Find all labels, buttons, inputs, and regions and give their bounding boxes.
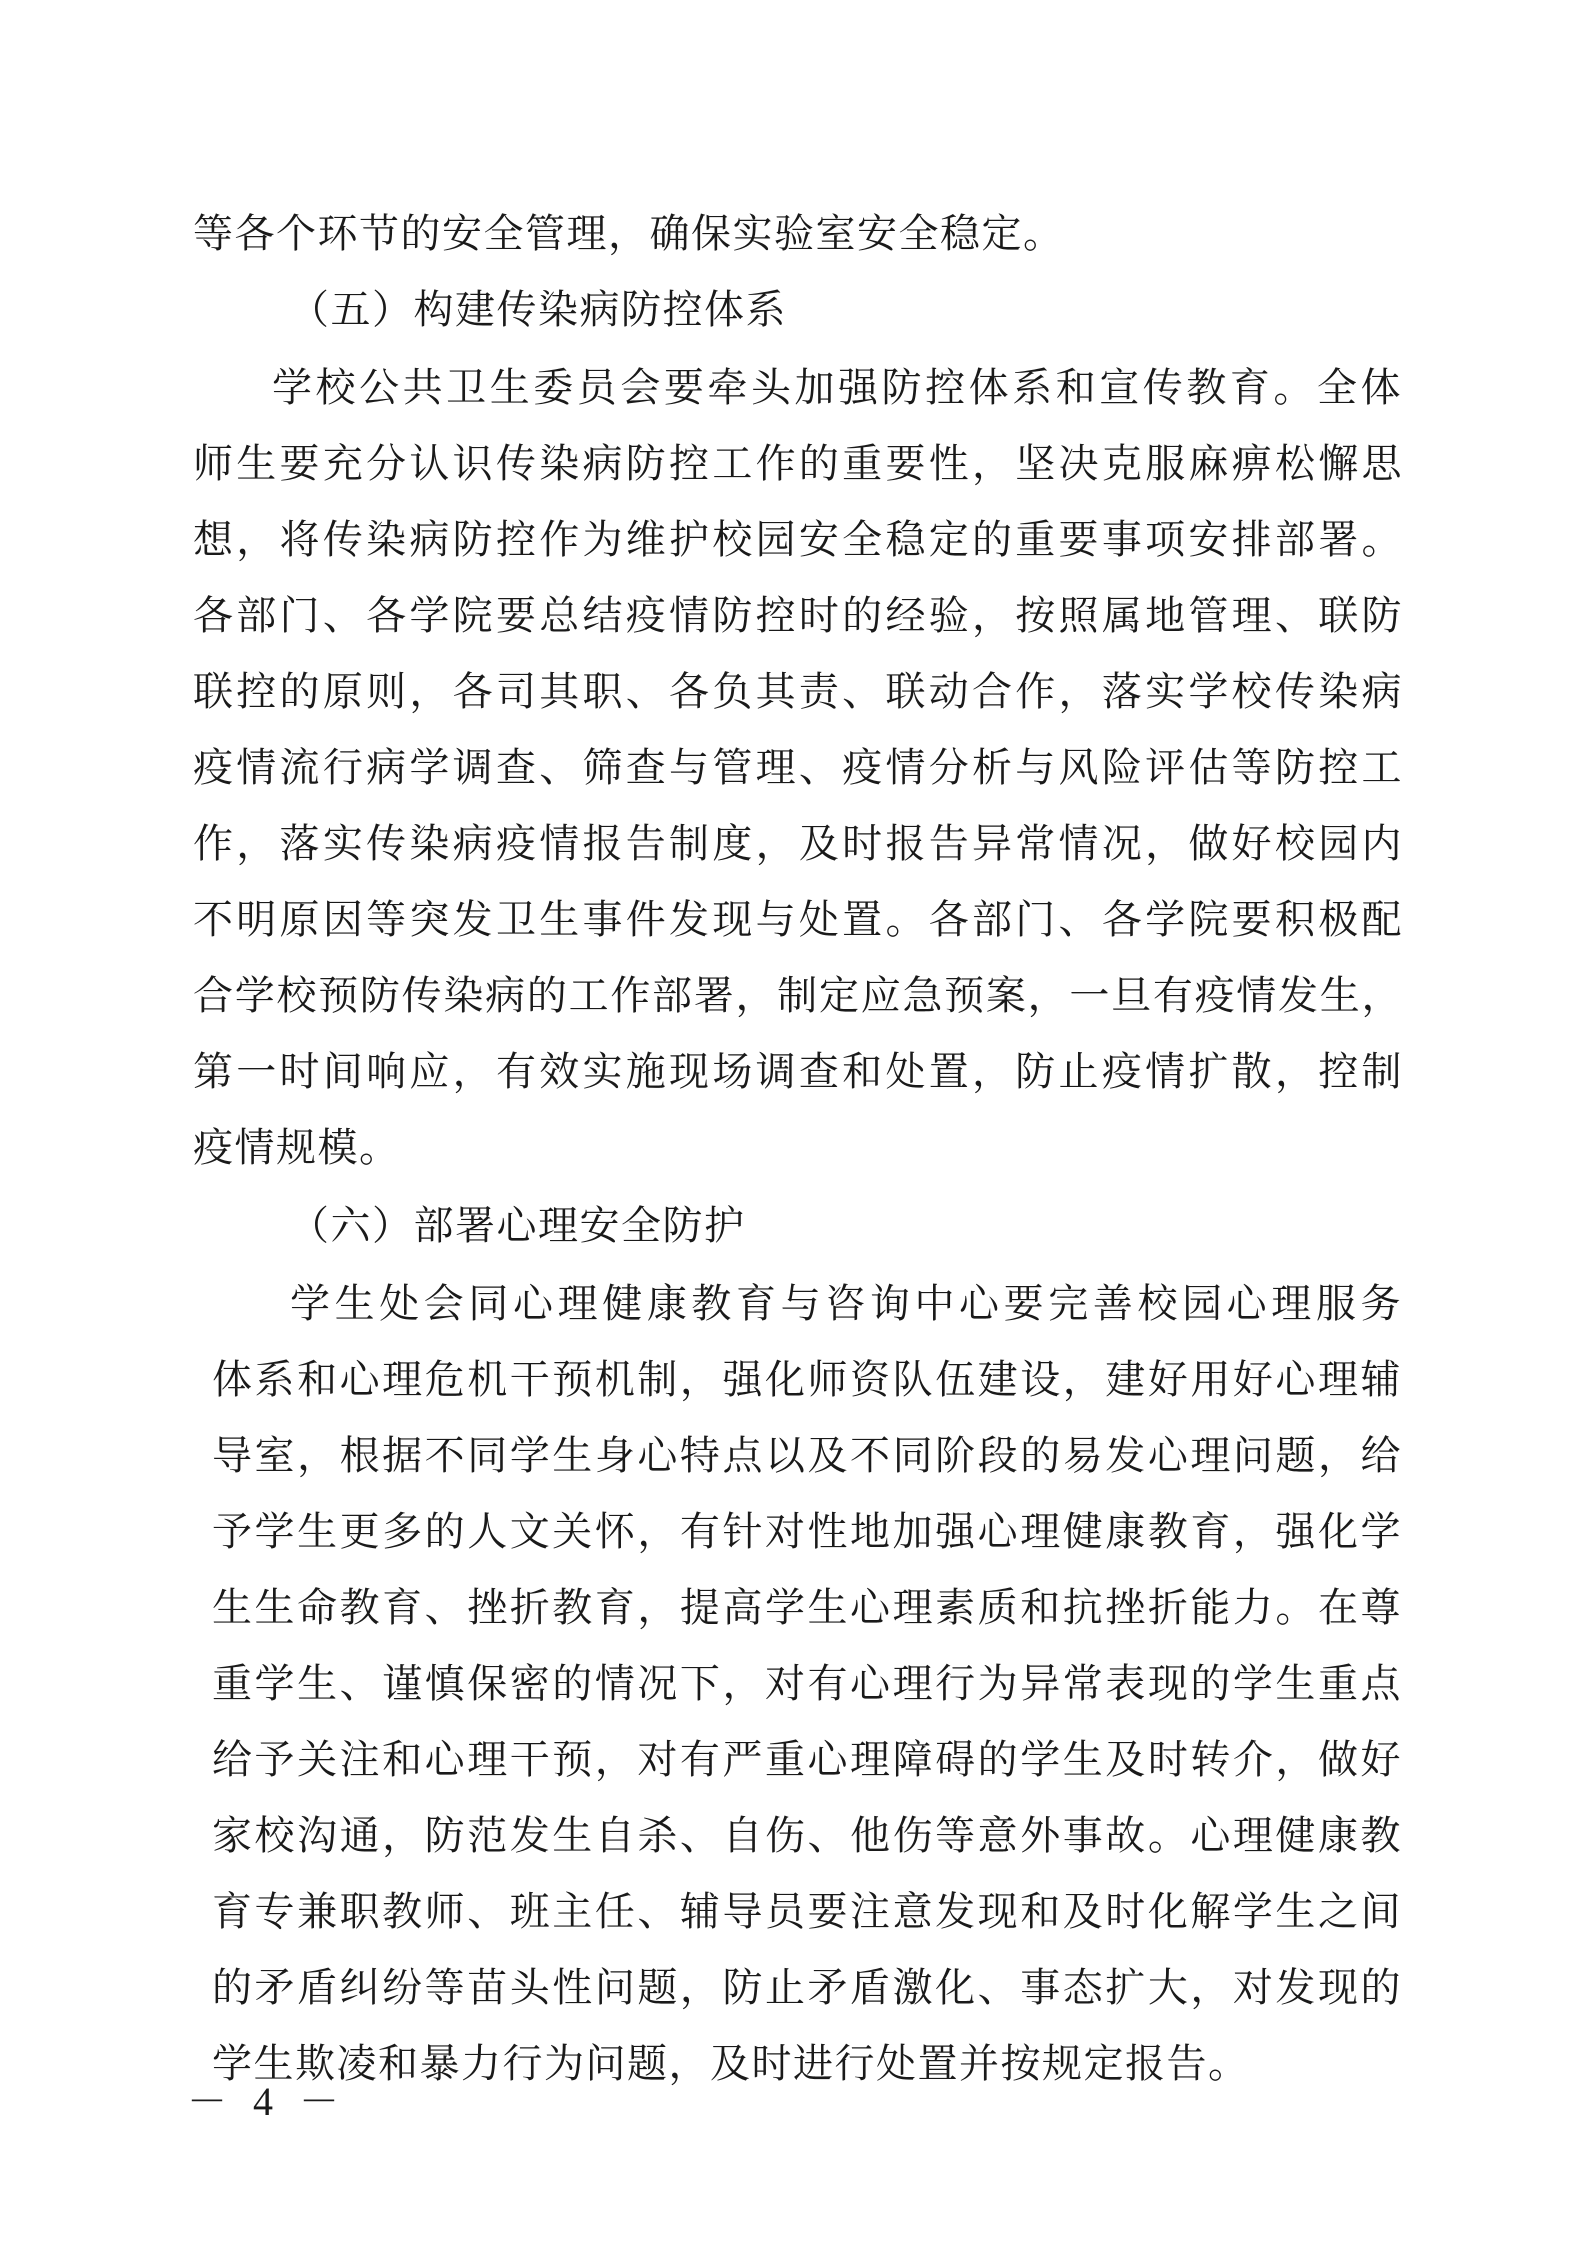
paragraph-line: 疫情规模。 [193, 1125, 401, 1171]
paragraph-line: 重学生、谨慎保密的情况下，对有心理行为异常表现的学生重点 [212, 1661, 1402, 1707]
paragraph-line: 作，落实传染病疫情报告制度，及时报告异常情况，做好校园内 [193, 821, 1403, 867]
section-six-heading: （六）部署心理安全防护 [289, 1203, 746, 1249]
paragraph-line: 学生欺凌和暴力行为问题，及时进行处置并按规定报告。 [212, 2041, 1250, 2087]
paragraph-line: 各部门、各学院要总结疫情防控时的经验，按照属地管理、联防 [193, 593, 1403, 639]
paragraph-line: 不明原因等突发卫生事件发现与处置。各部门、各学院要积极配 [193, 897, 1403, 943]
paragraph-line: 生生命教育、挫折教育，提高学生心理素质和抗挫折能力。在尊 [212, 1585, 1402, 1631]
paragraph-line: 第一时间响应，有效实施现场调查和处置，防止疫情扩散，控制 [193, 1049, 1403, 1095]
paragraph-line: 合学校预防传染病的工作部署，制定应急预案，一旦有疫情发生， [193, 973, 1403, 1019]
section-five-heading: （五）构建传染病防控体系 [289, 287, 787, 333]
paragraph-line: 疫情流行病学调查、筛查与管理、疫情分析与风险评估等防控工 [193, 745, 1403, 791]
paragraph-line: 家校沟通，防范发生自杀、自伤、他伤等意外事故。心理健康教 [212, 1813, 1402, 1859]
paragraph-line: 联控的原则，各司其职、各负其责、联动合作，落实学校传染病 [193, 669, 1403, 715]
paragraph-line: 的矛盾纠纷等苗头性问题，防止矛盾激化、事态扩大，对发现的 [212, 1965, 1402, 2011]
lead-line: 等各个环节的安全管理，确保实验室安全稳定。 [193, 211, 1065, 257]
paragraph-line: 师生要充分认识传染病防控工作的重要性，坚决克服麻痹松懈思 [193, 441, 1403, 487]
paragraph-line: 学校公共卫生委员会要牵头加强防控体系和宣传教育。全体 [272, 365, 1402, 411]
page-number: － 4 － [187, 2079, 347, 2124]
paragraph-line: 予学生更多的人文关怀，有针对性地加强心理健康教育，强化学 [212, 1509, 1402, 1555]
paragraph-line: 学生处会同心理健康教育与咨询中心要完善校园心理服务 [290, 1281, 1402, 1327]
paragraph-line: 体系和心理危机干预机制，强化师资队伍建设，建好用好心理辅 [212, 1357, 1402, 1403]
paragraph-line: 育专兼职教师、班主任、辅导员要注意发现和及时化解学生之间 [212, 1889, 1402, 1935]
paragraph-line: 想，将传染病防控作为维护校园安全稳定的重要事项安排部署。 [193, 517, 1403, 563]
paragraph-line: 导室，根据不同学生身心特点以及不同阶段的易发心理问题，给 [212, 1433, 1402, 1479]
paragraph-line: 给予关注和心理干预，对有严重心理障碍的学生及时转介，做好 [212, 1737, 1402, 1783]
